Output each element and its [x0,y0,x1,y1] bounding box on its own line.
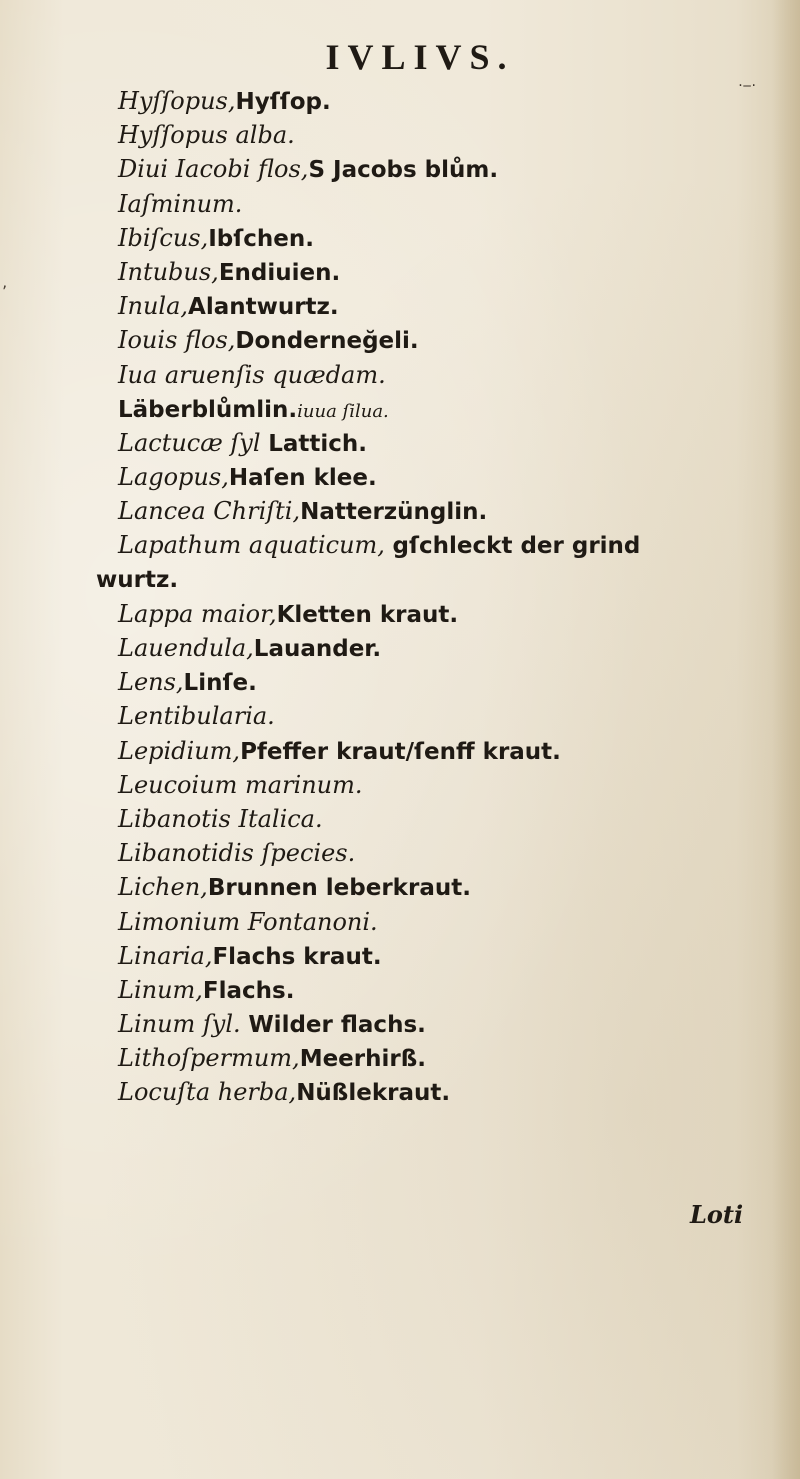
list-item: Diui Iacobi flos,S Jacobs blům. [118,155,499,184]
list-item: Lauendula,Lauander. [118,634,382,663]
list-item: Läberblůmlin.iuua ſilua. [118,396,389,423]
list-item: Hyſſopus,Hyſſop. [118,87,331,115]
list-item: Hyſſopus alba. [118,121,295,150]
list-item: Ibiſcus,Ibſchen. [118,223,314,252]
list-item: Lens,Linſe. [118,668,257,697]
list-item: Lapathum aquaticum, gſchleckt der grind wurtz. [118,528,758,596]
page-gutter-shadow [772,0,800,1479]
list-item: Lichen,Brunnen leberkraut. [118,873,471,902]
list-item: Leucoium marinum. [118,770,363,799]
list-item: Linaria,Flachs kraut. [118,941,382,970]
list-item: Intubus,Endiuien. [118,257,341,286]
left-margin-mark: ’ [2,282,8,301]
stray-marks: ·‒· [738,78,756,94]
list-item: Lithoſpermum,Meerhirß. [118,1044,426,1073]
catchword: Loti [690,1200,744,1229]
list-item: Linum ſyl. Wilder flachs. [118,1010,426,1039]
list-item: Limonium Fontanoni. [118,907,378,936]
list-item: Locuſta herba,Nüßlekraut. [118,1078,451,1107]
list-item: Lagopus,Haſen klee. [118,463,377,492]
list-item: Iouis flos,Donderneğeli. [118,326,419,355]
list-item: Linum,Flachs. [118,975,295,1004]
list-item: Lentibularia. [118,702,275,731]
list-item: Lepidium,Pfeffer kraut/ſenff kraut. [118,736,561,765]
list-item: Iaſminum. [118,189,243,218]
herb-list [96,84,758,1110]
running-head: IVLIVS. [325,37,515,77]
list-item: Lancea Chriſti,Natterzünglin. [118,497,488,526]
list-item: Lappa maior,Kletten kraut. [118,599,459,628]
list-item: Libanotis Italica. [118,804,323,833]
list-item-continuation: wurtz. [96,567,179,594]
list-item: Iua aruenſis quædam. [118,360,386,389]
list-item: Inula,Alantwurtz. [118,292,339,321]
list-item: Lactucæ ſyl Lattich. [118,428,367,457]
list-item: Libanotidis ſpecies. [118,839,356,868]
